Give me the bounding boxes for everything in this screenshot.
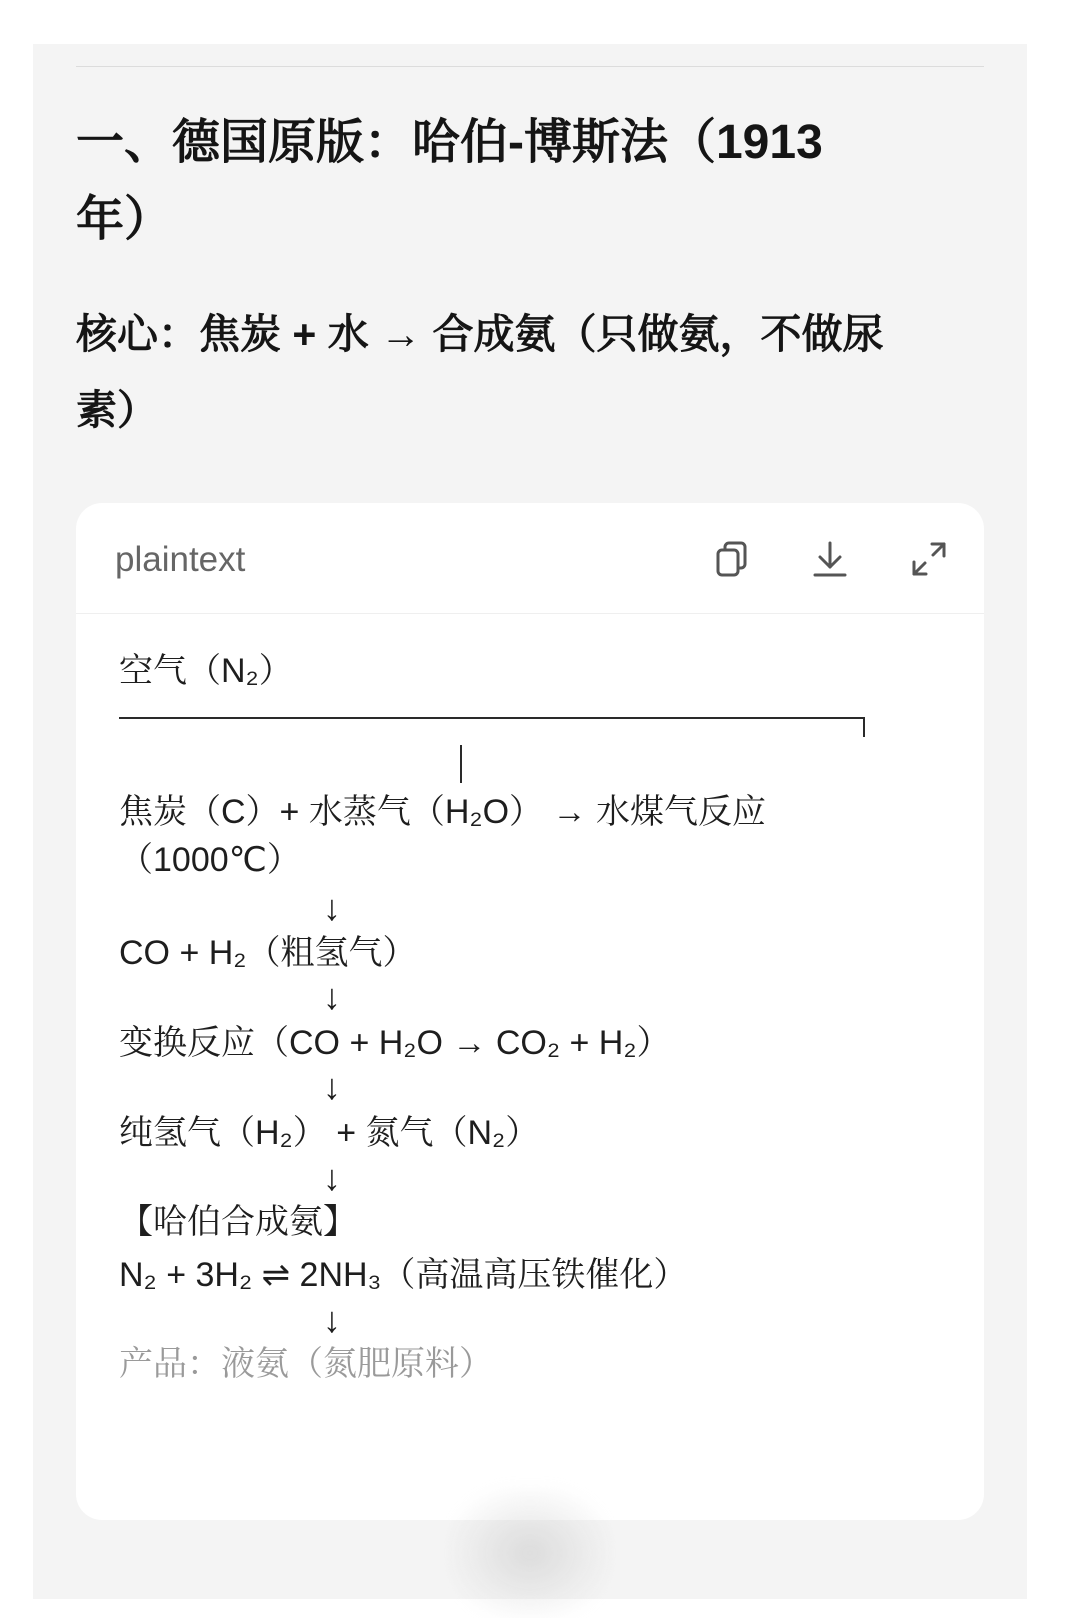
section-subheading-line: 素）	[76, 387, 158, 433]
code-line: 【哈伯合成氨】	[119, 1203, 357, 1241]
section-divider	[76, 66, 984, 67]
code-line: N₂ + 3H₂ ⇌ 2NH₃（高温高压铁催化）	[119, 1256, 688, 1294]
section-subheading	[76, 296, 984, 448]
down-arrow: ↓	[323, 1299, 341, 1340]
down-arrow: ↓	[323, 1157, 341, 1198]
section-heading-line: 一、德国原版：哈伯-博斯法（1913	[76, 116, 823, 169]
download-button[interactable]	[808, 537, 852, 581]
code-block-header	[76, 503, 984, 614]
code-line-product: 产品：液氨（氮肥原料）	[119, 1345, 493, 1383]
copy-icon	[712, 539, 752, 579]
branch-line-corner	[863, 717, 865, 737]
branch-connector	[460, 745, 462, 783]
code-line: 焦炭（C）+ 水蒸气（H₂O） → 水煤气反应	[119, 793, 766, 831]
expand-icon	[909, 539, 949, 579]
down-arrow: ↓	[323, 976, 341, 1017]
code-line: （1000℃）	[119, 841, 301, 879]
download-icon	[810, 539, 850, 579]
down-arrow: ↓	[323, 1066, 341, 1107]
branch-line	[119, 717, 864, 719]
section-heading	[76, 104, 984, 258]
section-subheading-line: 核心：焦炭 + 水 → 合成氨（只做氨，不做尿	[76, 311, 884, 357]
code-line: 空气（N₂）	[119, 652, 293, 690]
expand-button[interactable]	[907, 537, 951, 581]
down-arrow: ↓	[323, 887, 341, 928]
code-line: 变换反应（CO + H₂O → CO₂ + H₂）	[119, 1024, 671, 1062]
section-heading-line: 年）	[76, 193, 173, 246]
code-block	[76, 503, 984, 1520]
copy-button[interactable]	[710, 537, 754, 581]
code-line: CO + H₂（粗氢气）	[119, 934, 417, 972]
code-language-label: plaintext	[115, 540, 246, 579]
code-line: 纯氢气（H₂） + 氮气（N₂）	[119, 1114, 540, 1152]
